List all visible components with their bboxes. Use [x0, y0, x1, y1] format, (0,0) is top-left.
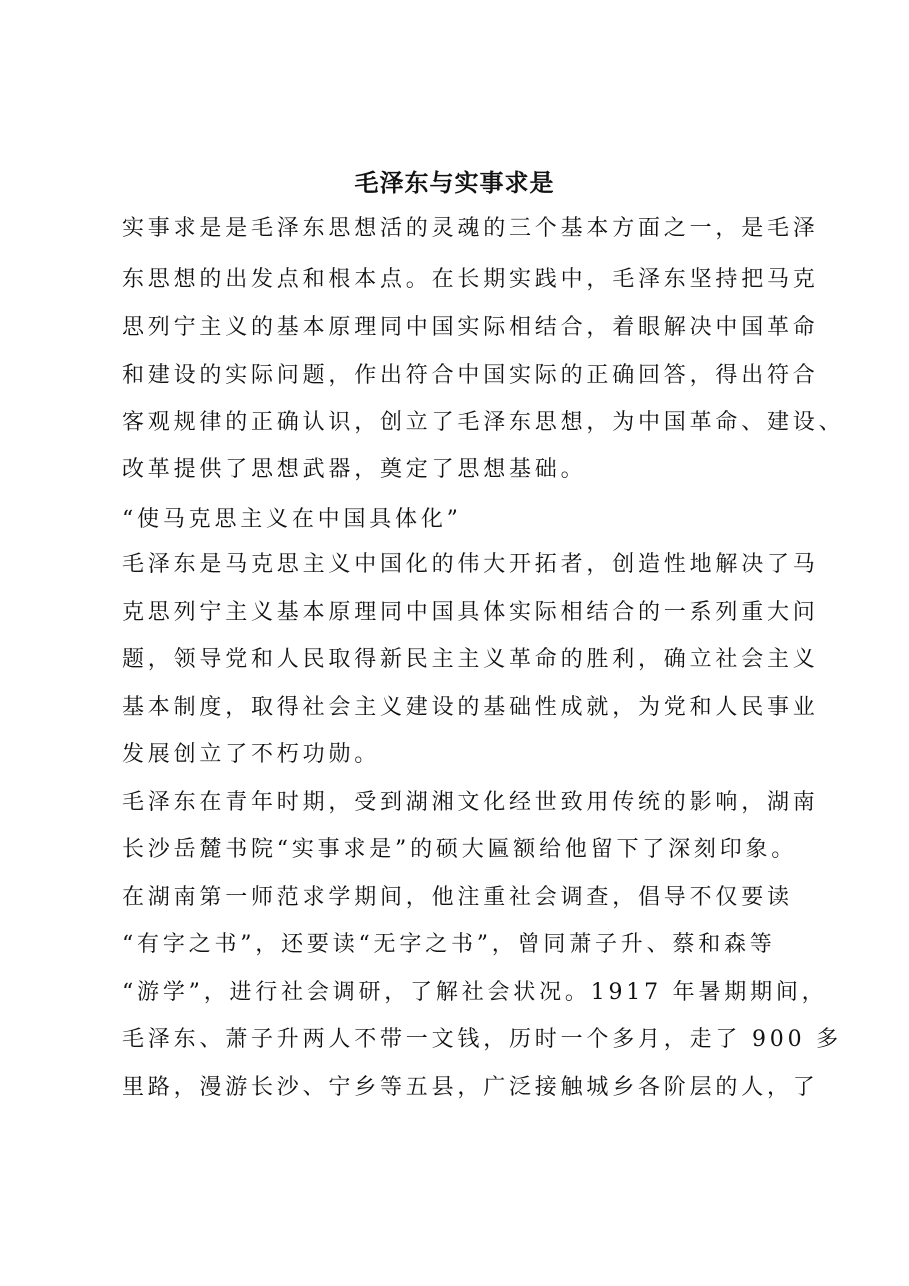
paragraph-line: 在湖南第一师范求学期间，他注重社会调查，倡导不仅要读 — [122, 885, 793, 910]
paragraph-line: 题，领导党和人民取得新民主主义革命的胜利，确立社会主义 — [122, 647, 819, 672]
paragraph-line: 东思想的出发点和根本点。在长期实践中，毛泽东坚持把马克 — [122, 267, 819, 292]
paragraph-line: 基本制度，取得社会主义建设的基础性成就，为党和人民事业 — [122, 695, 819, 720]
paragraph-line: 客观规律的正确认识，创立了毛泽东思想，为中国革命、建设、 — [122, 410, 845, 435]
document-title: 毛泽东与实事求是 — [354, 168, 555, 197]
paragraph-line: 毛泽东、萧子升两人不带一文钱，历时一个多月，走了 900 多 — [122, 1027, 842, 1052]
paragraph-line: 思列宁主义的基本原理同中国实际相结合，着眼解决中国革命 — [122, 315, 819, 340]
paragraph-line: “有字之书”，还要读“无字之书”，曾同萧子升、蔡和森等 — [122, 932, 776, 957]
paragraph-line: 改革提供了思想武器，奠定了思想基础。 — [122, 457, 587, 482]
paragraph-line: 发展创立了不朽功勋。 — [122, 742, 381, 767]
paragraph-line: 里路，漫游长沙、宁乡等五县，广泛接触城乡各阶层的人，了 — [122, 1075, 819, 1100]
paragraph-line: 毛泽东在青年时期，受到湖湘文化经世致用传统的影响，湖南 — [122, 790, 819, 815]
paragraph-line: 毛泽东是马克思主义中国化的伟大开拓者，创造性地解决了马 — [122, 552, 819, 577]
section-heading: “使马克思主义在中国具体化” — [122, 507, 462, 532]
paragraph-line: 长沙岳麓书院“实事求是”的硕大匾额给他留下了深刻印象。 — [122, 837, 798, 862]
paragraph-line: 实事求是是毛泽东思想活的灵魂的三个基本方面之一，是毛泽 — [122, 216, 819, 241]
paragraph-line: 和建设的实际问题，作出符合中国实际的正确回答，得出符合 — [122, 363, 819, 388]
paragraph-line: 克思列宁主义基本原理同中国具体实际相结合的一系列重大问 — [122, 600, 819, 625]
paragraph-line: “游学”，进行社会调研，了解社会状况。1917 年暑期期间， — [122, 980, 828, 1005]
